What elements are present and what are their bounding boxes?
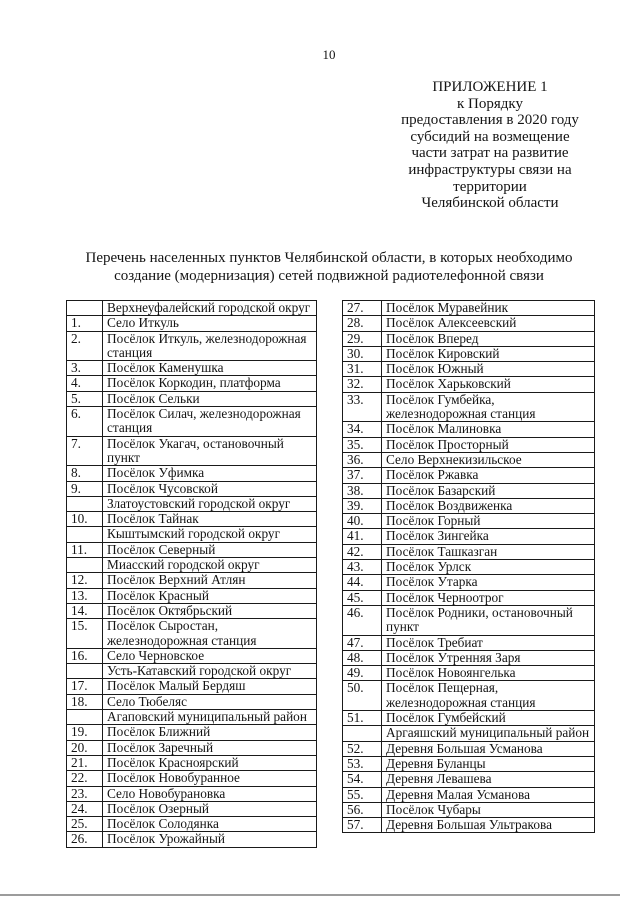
settlement-name: Село Тюбеляс <box>103 694 317 709</box>
row-number: 49. <box>343 666 382 681</box>
settlement-name <box>103 407 317 437</box>
settlement-name: Посёлок Уфимка <box>103 466 317 481</box>
table-row <box>67 436 317 466</box>
settlement-name: Посёлок Черноотрог <box>382 590 595 605</box>
appendix-line: территории <box>453 178 527 195</box>
settlement-name: Посёлок Сельки <box>103 391 317 406</box>
settlement-name: Посёлок Урлск <box>382 560 595 575</box>
row-number: 51. <box>343 711 382 726</box>
table-row <box>67 481 317 496</box>
row-number: 46. <box>343 605 382 635</box>
settlement-name: Посёлок Солодянка <box>103 817 317 832</box>
appendix-line: Челябинской области <box>421 195 559 212</box>
row-number: 7. <box>67 436 103 466</box>
table-row <box>67 603 317 618</box>
settlement-name: Посёлок Чусовской <box>103 481 317 496</box>
row-number: 28. <box>343 316 382 331</box>
settlement-name: Посёлок Красный <box>103 588 317 603</box>
row-number: 50. <box>343 681 382 711</box>
row-number: 5. <box>67 391 103 406</box>
settlement-name: Посёлок Утарка <box>382 575 595 590</box>
row-number <box>343 726 382 741</box>
page-bottom-edge-line <box>0 894 620 896</box>
district-header-row <box>67 527 317 542</box>
table-row <box>343 575 595 590</box>
settlement-name: Посёлок Базарский <box>382 483 595 498</box>
page-number: 10 <box>322 47 336 62</box>
settlement-name: Посёлок Заречный <box>103 740 317 755</box>
table-row <box>343 560 595 575</box>
settlement-name: Посёлок Просторный <box>382 437 595 452</box>
settlement-name: Посёлок Горный <box>382 514 595 529</box>
row-number: 13. <box>67 588 103 603</box>
table-row <box>343 498 595 513</box>
district-header-row <box>67 496 317 511</box>
row-number: 17. <box>67 679 103 694</box>
row-number: 4. <box>67 376 103 391</box>
table-row <box>67 361 317 376</box>
table-row <box>67 376 317 391</box>
settlement-name: Посёлок Утренняя Заря <box>382 650 595 665</box>
district-name: Аргаяшский муниципальный район <box>382 726 595 741</box>
table-row <box>67 588 317 603</box>
settlements-table-left <box>66 300 317 848</box>
row-number: 55. <box>343 787 382 802</box>
row-number: 48. <box>343 650 382 665</box>
row-number: 15. <box>67 619 103 649</box>
row-number: 24. <box>67 801 103 816</box>
table-row <box>67 801 317 816</box>
row-number: 57. <box>343 818 382 833</box>
row-number <box>67 301 103 316</box>
table-row <box>67 573 317 588</box>
settlement-name-line: Посёлок Пещерная, <box>386 680 499 696</box>
row-number: 10. <box>67 512 103 527</box>
row-number: 3. <box>67 361 103 376</box>
settlement-name: Посёлок Верхний Атлян <box>103 573 317 588</box>
settlement-name: Посёлок Северный <box>103 542 317 557</box>
row-number: 6. <box>67 407 103 437</box>
row-number: 37. <box>343 468 382 483</box>
settlement-name: Посёлок Зингейка <box>382 529 595 544</box>
settlements-table-right <box>342 300 595 833</box>
appendix-line: ПРИЛОЖЕНИЕ 1 <box>432 79 548 95</box>
table-row <box>343 544 595 559</box>
document-title <box>69 249 589 285</box>
table-row <box>343 605 595 635</box>
row-number: 25. <box>67 817 103 832</box>
title-line: Перечень населенных пунктов Челябинской области, в которых необходимо <box>85 250 573 266</box>
settlement-name: Село Верхнекизильское <box>382 452 595 467</box>
settlement-name: Посёлок Вперед <box>382 331 595 346</box>
row-number: 8. <box>67 466 103 481</box>
row-number: 19. <box>67 725 103 740</box>
row-number: 34. <box>343 422 382 437</box>
appendix-block <box>380 79 600 212</box>
table-row <box>343 787 595 802</box>
table-row <box>343 331 595 346</box>
settlements-table-body <box>67 301 317 848</box>
settlement-name: Посёлок Чубары <box>382 802 595 817</box>
settlement-name: Посёлок Ташказган <box>382 544 595 559</box>
table-row <box>343 316 595 331</box>
settlement-name <box>382 605 595 635</box>
row-number: 18. <box>67 694 103 709</box>
table-row <box>67 407 317 437</box>
settlement-name: Посёлок Ржавка <box>382 468 595 483</box>
settlement-name: Посёлок Алексеевский <box>382 316 595 331</box>
district-name: Верхнеуфалейский городской округ <box>103 301 317 316</box>
settlement-name-line: железнодорожная станция <box>107 632 257 648</box>
settlement-name: Посёлок Тайнак <box>103 512 317 527</box>
settlement-name <box>382 681 595 711</box>
row-number: 39. <box>343 498 382 513</box>
settlement-name: Посёлок Урожайный <box>103 832 317 847</box>
row-number <box>67 527 103 542</box>
settlement-name: Село Черновское <box>103 648 317 663</box>
row-number: 20. <box>67 740 103 755</box>
settlement-name: Посёлок Ближний <box>103 725 317 740</box>
table-row <box>67 725 317 740</box>
settlement-name-line: железнодорожная станция <box>386 406 536 422</box>
table-row <box>67 740 317 755</box>
row-number: 22. <box>67 771 103 786</box>
table-row <box>67 648 317 663</box>
row-number: 9. <box>67 481 103 496</box>
table-row <box>343 377 595 392</box>
settlement-name: Посёлок Красноярский <box>103 755 317 770</box>
row-number <box>67 710 103 725</box>
settlement-name: Посёлок Каменушка <box>103 361 317 376</box>
row-number: 35. <box>343 437 382 452</box>
table-row <box>67 542 317 557</box>
settlement-name: Деревня Большая Ультракова <box>382 818 595 833</box>
district-name: Златоустовский городской округ <box>103 496 317 511</box>
district-header-row <box>67 664 317 679</box>
table-row <box>67 679 317 694</box>
table-row <box>67 786 317 801</box>
table-row <box>67 512 317 527</box>
settlement-name-line: Посёлок Укагач, остановочный <box>107 436 284 451</box>
settlement-name <box>103 331 317 361</box>
table-row <box>67 755 317 770</box>
settlement-name: Посёлок Харьковский <box>382 377 595 392</box>
district-header-row <box>67 301 317 316</box>
row-number: 45. <box>343 590 382 605</box>
row-number <box>67 664 103 679</box>
appendix-line: части затрат на развитие <box>411 145 569 162</box>
table-row <box>343 650 595 665</box>
settlement-name-line: Посёлок Сыростан, <box>107 618 219 634</box>
table-row <box>343 437 595 452</box>
table-row <box>67 832 317 847</box>
row-number: 53. <box>343 756 382 771</box>
title-line: создание (модернизация) сетей подвижной радиотелефонной связи <box>114 268 544 284</box>
settlement-name-line: Посёлок Силач, железнодорожная <box>107 406 301 422</box>
row-number <box>67 558 103 573</box>
settlement-name <box>103 619 317 649</box>
settlement-name: Посёлок Новоянгелька <box>382 666 595 681</box>
row-number: 30. <box>343 346 382 361</box>
settlement-name-line: станция <box>107 420 153 436</box>
table-row <box>343 818 595 833</box>
district-header-row <box>343 726 595 741</box>
row-number: 27. <box>343 301 382 316</box>
table-row <box>343 635 595 650</box>
settlement-name: Село Новобурановка <box>103 786 317 801</box>
settlement-name: Посёлок Озерный <box>103 801 317 816</box>
settlement-name: Посёлок Октябрьский <box>103 603 317 618</box>
row-number: 16. <box>67 648 103 663</box>
table-row <box>343 711 595 726</box>
table-row <box>343 362 595 377</box>
table-row <box>343 468 595 483</box>
district-header-row <box>67 558 317 573</box>
table-row <box>67 694 317 709</box>
row-number: 40. <box>343 514 382 529</box>
settlement-name: Деревня Малая Усманова <box>382 787 595 802</box>
settlement-name: Посёлок Кировский <box>382 346 595 361</box>
settlement-name: Посёлок Муравейник <box>382 301 595 316</box>
row-number: 26. <box>67 832 103 847</box>
appendix-line: предоставления в 2020 году <box>401 112 579 129</box>
settlement-name-line: Посёлок Родники, остановочный <box>386 605 573 620</box>
settlement-name <box>103 436 317 466</box>
district-name: Миасский городской округ <box>103 558 317 573</box>
settlement-name <box>382 392 595 422</box>
settlement-name: Посёлок Малый Бердяш <box>103 679 317 694</box>
settlement-name: Посёлок Новобуранное <box>103 771 317 786</box>
settlement-name-line: станция <box>107 344 153 360</box>
row-number: 56. <box>343 802 382 817</box>
row-number: 43. <box>343 560 382 575</box>
table-row <box>343 802 595 817</box>
row-number: 47. <box>343 635 382 650</box>
table-row <box>343 772 595 787</box>
row-number: 54. <box>343 772 382 787</box>
table-row <box>343 590 595 605</box>
row-number: 23. <box>67 786 103 801</box>
district-name: Усть-Катавский городской округ <box>103 664 317 679</box>
table-row <box>67 331 317 361</box>
table-row <box>343 681 595 711</box>
table-row <box>343 392 595 422</box>
table-row <box>67 466 317 481</box>
row-number: 44. <box>343 575 382 590</box>
table-row <box>343 741 595 756</box>
table-row <box>343 422 595 437</box>
settlement-name: Посёлок Коркодин, платформа <box>103 376 317 391</box>
appendix-line: инфраструктуры связи на <box>408 161 572 178</box>
row-number: 31. <box>343 362 382 377</box>
table-row <box>343 452 595 467</box>
settlement-name-line: Посёлок Иткуль, железнодорожная <box>107 331 307 346</box>
row-number: 1. <box>67 316 103 331</box>
row-number: 11. <box>67 542 103 557</box>
row-number: 36. <box>343 452 382 467</box>
district-name: Кыштымский городской округ <box>103 527 317 542</box>
settlement-name-line: пункт <box>386 619 419 635</box>
settlement-name: Деревня Буланцы <box>382 756 595 771</box>
row-number: 21. <box>67 755 103 770</box>
table-row <box>343 756 595 771</box>
table-row <box>67 391 317 406</box>
table-row <box>343 514 595 529</box>
table-row <box>343 666 595 681</box>
table-row <box>67 771 317 786</box>
settlement-name: Посёлок Воздвиженка <box>382 498 595 513</box>
row-number: 42. <box>343 544 382 559</box>
row-number: 2. <box>67 331 103 361</box>
appendix-line: к Порядку <box>457 95 523 112</box>
row-number: 33. <box>343 392 382 422</box>
row-number: 29. <box>343 331 382 346</box>
settlement-name: Посёлок Малиновка <box>382 422 595 437</box>
row-number: 38. <box>343 483 382 498</box>
table-row <box>67 316 317 331</box>
settlement-name: Посёлок Гумбейский <box>382 711 595 726</box>
row-number: 14. <box>67 603 103 618</box>
table-row <box>343 346 595 361</box>
row-number <box>67 496 103 511</box>
row-number: 41. <box>343 529 382 544</box>
row-number: 32. <box>343 377 382 392</box>
settlement-name-line: Посёлок Гумбейка, <box>386 392 495 407</box>
settlement-name: Посёлок Южный <box>382 362 595 377</box>
settlement-name-line: пункт <box>107 449 140 465</box>
table-row <box>343 483 595 498</box>
district-name: Агаповский муниципальный район <box>103 710 317 725</box>
row-number: 12. <box>67 573 103 588</box>
settlement-name: Деревня Большая Усманова <box>382 741 595 756</box>
settlement-name: Посёлок Требиат <box>382 635 595 650</box>
table-row <box>343 301 595 316</box>
settlement-name: Деревня Левашева <box>382 772 595 787</box>
table-row <box>67 817 317 832</box>
table-row <box>343 529 595 544</box>
settlement-name-line: железнодорожная станция <box>386 694 536 710</box>
table-row <box>67 619 317 649</box>
settlement-name: Село Иткуль <box>103 316 317 331</box>
settlements-table-body <box>343 301 595 833</box>
appendix-line: субсидий на возмещение <box>410 128 570 145</box>
row-number: 52. <box>343 741 382 756</box>
district-header-row <box>67 710 317 725</box>
